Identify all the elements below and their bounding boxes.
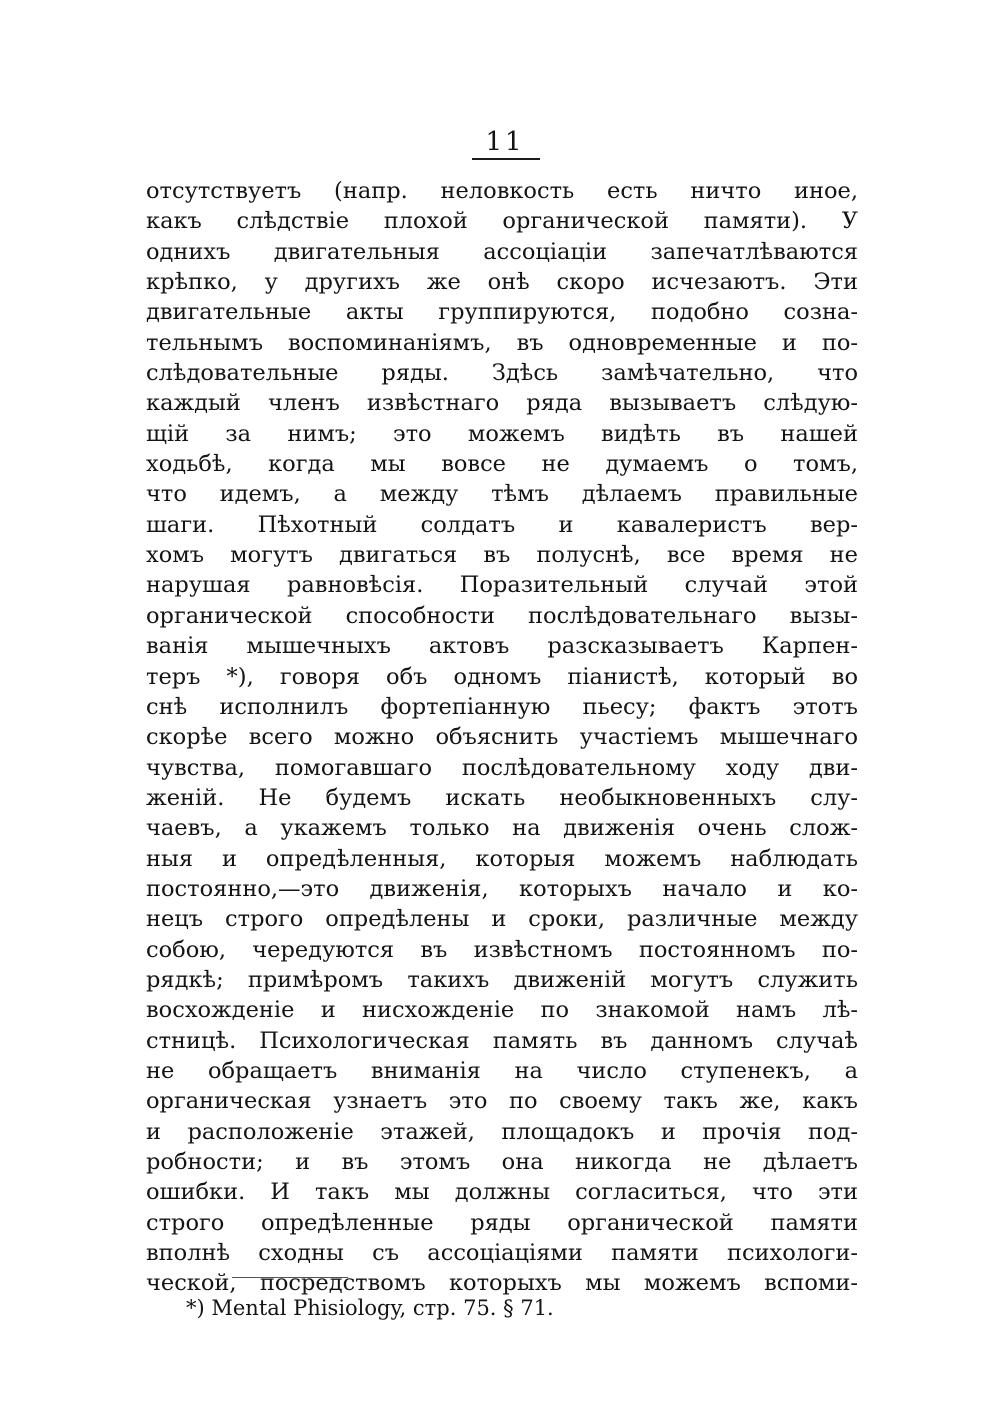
text-line: и расположеніе этажей, площадокъ и прочія под- bbox=[146, 1118, 858, 1145]
text-line: ванія мышечныхъ актовъ разсказываетъ Карпен- bbox=[146, 633, 858, 660]
text-line: скорѣе всего можно объяснить участіемъ мышечнаго bbox=[146, 724, 858, 751]
text-line: органической способности послѣдовательнаго вызы- bbox=[146, 602, 858, 629]
text-line: органическая узнаетъ это по своему такъ же, какъ bbox=[146, 1088, 858, 1115]
text-line: что идемъ, а между тѣмъ дѣлаемъ правильные bbox=[146, 481, 858, 508]
text-line: вполнѣ сходны съ ассоціаціями памяти психологи- bbox=[146, 1240, 858, 1267]
text-line: рядкѣ; примѣромъ такихъ движеній могутъ служить bbox=[146, 966, 858, 993]
text-line: нарушая равновѣсія. Поразительный случай этой bbox=[146, 572, 858, 599]
footnote-rule bbox=[232, 1277, 348, 1278]
text-line: постоянно,—это движенія, которыхъ начало и ко- bbox=[146, 875, 858, 902]
text-line: отсутствуетъ (напр. неловкость есть ничто иное, bbox=[146, 178, 858, 204]
text-line: чаевъ, а укажемъ только на движенія очень слож- bbox=[146, 815, 858, 842]
text-line: восхожденіе и нисхожденіе по знакомой намъ лѣ- bbox=[146, 997, 858, 1024]
text-line: робности; и въ этомъ она никогда не дѣлаетъ bbox=[146, 1149, 858, 1175]
text-line: двигательные акты группируются, подобно созна- bbox=[146, 299, 858, 326]
text-line: шаги. Пѣхотный солдатъ и кавалеристъ вер- bbox=[146, 511, 858, 538]
text-line: щій за нимъ; это можемъ видѣть въ нашей bbox=[146, 420, 858, 447]
text-line: тельнымъ воспоминаніямъ, въ одновременные и по- bbox=[146, 329, 858, 356]
text-line: каждый членъ извѣстнаго ряда вызываетъ слѣдую- bbox=[146, 390, 858, 417]
text-line: ческой, посредствомъ которыхъ мы можемъ вспоми- bbox=[146, 1270, 858, 1297]
text-line: собою, чередуются въ извѣстномъ постоянномъ по- bbox=[146, 936, 858, 963]
footnote: *) Mental Phisiology, стр. 75. § 71. bbox=[186, 1296, 554, 1320]
text-line: ходьбѣ, когда мы вовсе не думаемъ о томъ, bbox=[146, 451, 858, 478]
text-line: хомъ могутъ двигаться въ полуснѣ, все время не bbox=[146, 542, 858, 569]
text-line: ошибки. И такъ мы должны согласиться, что эти bbox=[146, 1179, 858, 1206]
text-line: какъ слѣдствіе плохой органической памяти). У bbox=[146, 208, 858, 235]
text-line: стницѣ. Психологическая память въ данномъ случаѣ bbox=[146, 1027, 858, 1054]
text-line: женій. Не будемъ искать необыкновенныхъ слу- bbox=[146, 784, 858, 811]
text-line: строго опредѣленные ряды органической памяти bbox=[146, 1209, 858, 1236]
text-line: ныя и опредѣленныя, которыя можемъ наблюдать bbox=[146, 845, 858, 872]
text-line: слѣдовательные ряды. Здѣсь замѣчательно, что bbox=[146, 360, 858, 387]
body-text bbox=[146, 176, 858, 1299]
text-line: теръ *), говоря объ одномъ піанистѣ, который во bbox=[146, 663, 858, 690]
text-line: нецъ строго опредѣлены и сроки, различные между bbox=[146, 906, 858, 933]
text-line: однихъ двигательныя ассоціаціи запечатлѣваются bbox=[146, 238, 858, 265]
page-number-rule bbox=[472, 158, 540, 160]
text-line: крѣпко, у другихъ же онѣ скоро исчезаютъ. Эти bbox=[146, 269, 858, 296]
page-number: 11 bbox=[485, 127, 525, 157]
text-line: снѣ исполнилъ фортепіанную пьесу; фактъ этотъ bbox=[146, 693, 858, 720]
text-line: чувства, помогавшаго послѣдовательному ходу дви- bbox=[146, 754, 858, 781]
text-line: не обращаетъ вниманія на число ступенекъ, а bbox=[146, 1057, 858, 1084]
